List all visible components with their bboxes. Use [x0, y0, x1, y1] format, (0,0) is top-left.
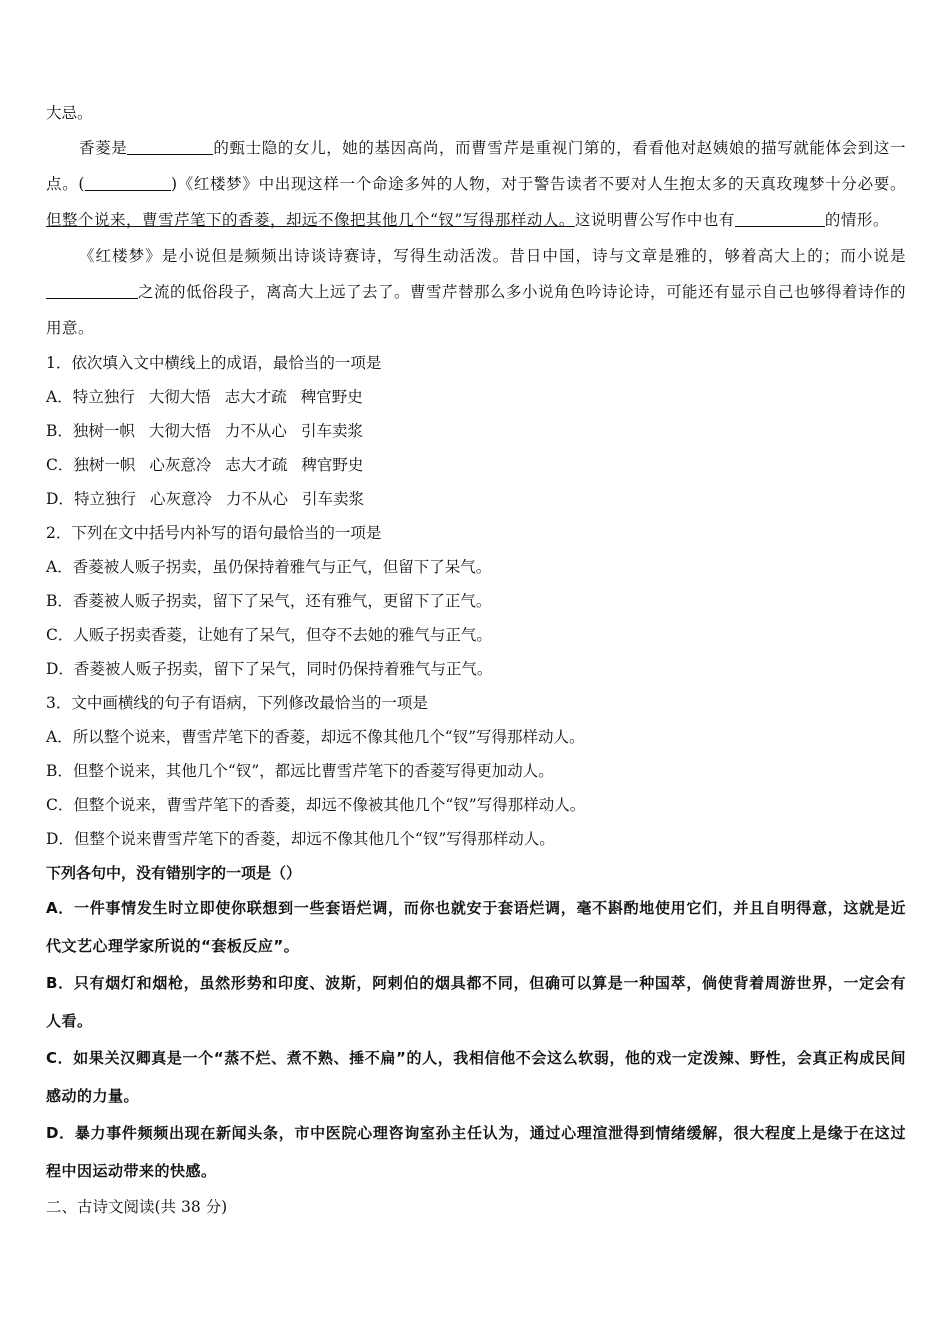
- question-2-option-d: D．香菱被人贩子拐卖，留下了呆气，同时仍保持着雅气与正气。: [46, 660, 493, 678]
- section-heading: 二、古诗文阅读(共 38 分): [46, 1198, 228, 1216]
- passage-text: 的情形。: [824, 211, 889, 229]
- question-3-option-a: A．所以整个说来，曹雪芹笔下的香菱，却远不像其他几个“钗”写得那样动人。: [46, 728, 585, 746]
- question-3-stem: 3．文中画横线的句子有语病，下列修改最恰当的一项是: [46, 694, 428, 712]
- question-4-stem: 下列各句中，没有错别字的一项是（）: [46, 864, 302, 882]
- fill-blank-bracket: [85, 175, 171, 192]
- question-1-option-b: B．独树一帜 大彻大悟 力不从心 引车卖浆: [46, 422, 363, 440]
- question-4-option-a: A．一件事情发生时立即使你联想到一些套语烂调，而你也就安于套语烂调，毫不斟酌地使用它们，并且自明得意，这就是近代文艺心理学家所说的“套板反应”。: [46, 899, 906, 955]
- question-2-option-c: C．人贩子拐卖香菱，让她有了呆气，但夺不去她的雅气与正气。: [46, 626, 492, 644]
- question-1-option-c: C．独树一帜 心灰意冷 志大才疏 稗官野史: [46, 456, 364, 474]
- question-1-option-a: A．特立独行 大彻大悟 志大才疏 稗官野史: [46, 388, 363, 406]
- question-2-option-b: B．香菱被人贩子拐卖，留下了呆气，还有雅气，更留下了正气。: [46, 592, 492, 610]
- question-2-option-a: A．香菱被人贩子拐卖，虽仍保持着雅气与正气，但留下了呆气。: [46, 558, 492, 576]
- underlined-sentence: 但整个说来，曹雪芹笔下的香菱，却远不像把其他几个“钗”写得那样动人。: [46, 211, 575, 229]
- passage-text: )《红楼梦》中出现这样一个命途多舛的人物，对于警告读者不要对人生抱太多的天真玫瑰梦十分必要。: [170, 175, 906, 193]
- question-2-stem: 2．下列在文中括号内补写的语句最恰当的一项是: [46, 524, 382, 542]
- fill-blank-3: [46, 283, 138, 300]
- question-1-stem: 1．依次填入文中横线上的成语，最恰当的一项是: [46, 354, 382, 372]
- document-page: [46, 96, 906, 1224]
- passage-text: 之流的低俗段子，离高大上远了去了。曹雪芹替那么多小说角色吟诗论诗，可能还有显示自己也够得着诗作的用意。: [46, 283, 907, 337]
- question-3-option-c: C．但整个说来，曹雪芹笔下的香菱，却远不像被其他几个“钗”写得那样动人。: [46, 796, 586, 814]
- passage-paragraph-1: [46, 130, 906, 238]
- question-3-option-d: D．但整个说来曹雪芹笔下的香菱，却远不像其他几个“钗”写得那样动人。: [46, 830, 555, 848]
- passage-text: 《红楼梦》是小说但是频频出诗谈诗赛诗，写得生动活泼。昔日中国，诗与文章是雅的，够着高大上的；而小说是: [79, 247, 906, 265]
- passage-text: 这说明曹公写作中也有: [574, 211, 735, 229]
- passage-text: 的甄士隐的女儿，她的基因高尚，而曹雪芹是重视门第的，看看他对赵姨娘的描写就能体会到这一点。(: [46, 139, 906, 193]
- passage-paragraph-2: [46, 238, 906, 346]
- question-4-option-d: D．暴力事件频频出现在新闻头条，市中医院心理咨询室孙主任认为，通过心理渲泄得到情绪缓解，很大程度上是缘于在这过程中因运动带来的快感。: [46, 1124, 906, 1180]
- question-1-option-d: D．特立独行 心灰意冷 力不从心 引车卖浆: [46, 490, 364, 508]
- passage-text: 香菱是: [79, 139, 128, 157]
- question-4-option-b: B．只有烟灯和烟枪，虽然形势和印度、波斯，阿剌伯的烟具都不同，但确可以算是一种国萃，倘使背着周游世界，一定会有人看。: [46, 974, 906, 1030]
- question-3-option-b: B．但整个说来，其他几个“钗”，都远比曹雪芹笔下的香菱写得更加动人。: [46, 762, 554, 780]
- fill-blank-1: [127, 139, 213, 156]
- question-4-option-c: C．如果关汉卿真是一个“蒸不烂、煮不熟、捶不扁”的人，我相信他不会这么软弱，他的戏一定泼辣、野性，会真正构成民间感动的力量。: [46, 1049, 906, 1105]
- fill-blank-2: [735, 211, 825, 228]
- passage-fragment: 大忌。: [46, 104, 93, 122]
